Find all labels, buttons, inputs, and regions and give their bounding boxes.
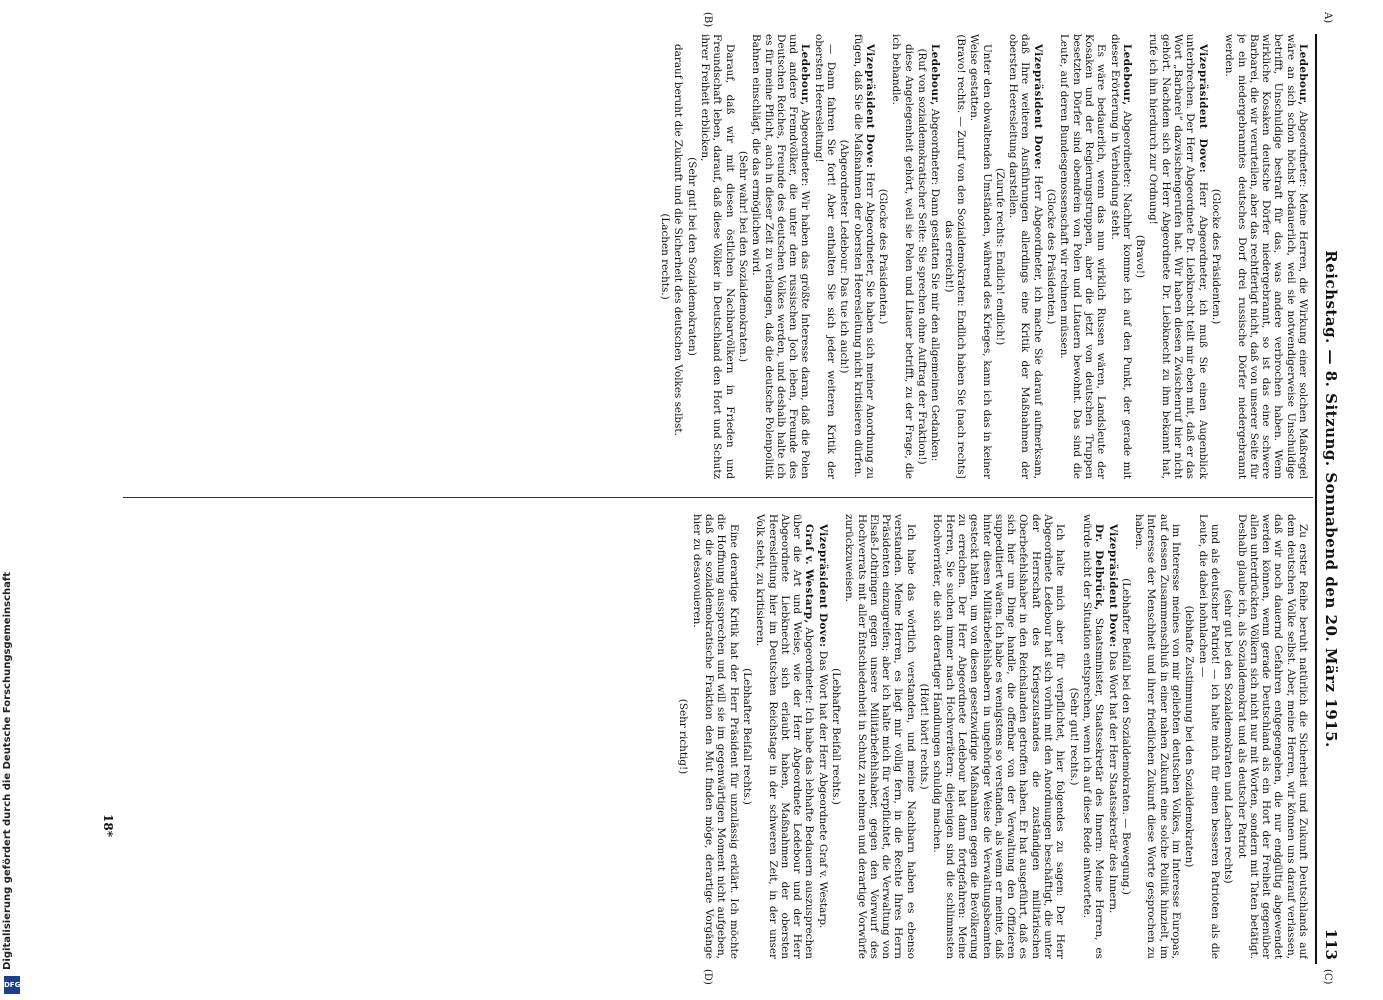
paragraph — [1223, 34, 1309, 479]
paragraph — [812, 34, 837, 479]
interjection: (Ruf von sozialdemokratischer Seite: Sie sprechen ohne Auftrag der Fraktion!) — [916, 48, 929, 465]
paragraph-text: Herr Abgeordneter, ich muß Sie einen Augenblick unterbrechen. Der Herr Abgeordnete Dr. Liebknecht teilt mir eben mit, daß er das Wort „Barbarei“ dazwischengerufen hat. Wir haben diesen Zwischenruf hier nicht gehört. Nachdem sich der Herr Abgeordnete Dr. Liebknecht zu ihm bekannt hat, rufe ich ihn hierdurch zur Ordnung! — [1147, 34, 1209, 479]
speaker-name: Graf v. Westarp, — [803, 524, 816, 624]
interjection: (Abgeordneter Ledebour: Das tue ich auch!) — [838, 139, 851, 374]
paragraph — [890, 34, 915, 479]
interjection: (Lebhafter Beifall rechts.) — [830, 668, 843, 805]
footer-number: 18* — [101, 814, 115, 837]
interjection: (Sehr gut! bei den Sozialdemokraten) — [685, 157, 698, 356]
paragraph-text: Abgeordneter: Meine Herren, die Wirkung einer solchen Maßregel wäre an sich schon höchst bedauerlich, weil sie notwendigerweise Unschuldige betrifft, Unschuldige bestraft für das, was andere verbrochen haben. Wenn wirkliche Kosaken deutsche Dörfer niedergebrannt, so ist das eine schwere Barbarei, die wir verurteilen, aber das rechtfertigt nicht, daß von unserer Seite für je ein niedergebranntes deutsches Dorf drei russische Dörfer niedergebrannt werden. — [1223, 34, 1309, 479]
paragraph — [754, 514, 815, 959]
interjection: (Glocke des Präsidenten.) — [1209, 188, 1222, 325]
paragraph — [843, 514, 917, 959]
speaker-name: Ledebour, — [1120, 44, 1133, 106]
interjection: (sehr gut bei den Sozialdemokraten und Lachen rechts) — [1222, 589, 1235, 884]
paragraph-text: im Interesse meines von mir geliebten deutschen Volkes, im Interesse Europas, auf dessen Zusammenschluß in einer nahen Zukunft eine solche Politik hinzielt, im Interesse der Menschheit und ihrer friedlichen Zukunft diese Worte gesprochen zu haben. — [1133, 514, 1183, 959]
paragraph-text: Herr Abgeordneter, ich mache Sie darauf aufmerksam, daß Ihre weiteren Ausführungen allerdings eine Kritik der Maßnahmen der obersten Heeresleitung darstellen. — [1007, 34, 1044, 479]
paragraph-text: Unter den obwaltenden Umständen, während des Krieges, kann ich das in keiner Weise gestatten. — [968, 34, 993, 479]
interjection: (Lachen rechts.) — [659, 213, 672, 300]
paragraph-text: Zu erster Reihe beruht natürlich die Sicherheit und Zukunft Deutschlands auf dem deutschen Volke selbst. Aber, meine Herren, wir können uns darauf verlassen, daß wir noch dauernd Gefahren entgegengehen, die nur endgültig abgewendet werden können, wenn gerade Deutschland als ein Hort der Freiheit gegenüber allen unterdrückten Völkern sich nicht nur mit Worten, sondern mit Taten betätigt. Deshalb glaube ich, als Sozialdemokrat und als deutscher Patriot — [1235, 514, 1309, 959]
interjection: (Bravo!) — [1134, 234, 1147, 279]
interjection: (Sehr richtig!) — [677, 698, 690, 775]
paragraph — [1147, 34, 1208, 479]
interjection: (Bravo! rechts. — Zuruf von den Sozialdemokraten: Endlich haben Sie [nach rechts] das erreicht!) — [942, 34, 967, 479]
speaker-name: Vizepräsident Dove: — [1196, 44, 1209, 173]
paragraph-text: diese Angelegenheit gehört, weil sie Polen und Litauer betrifft, zu der Frage, die ich behandle. — [890, 34, 915, 479]
paragraph-text: Abgeordneter: Dann gestatten Sie mir den allgemeinen Gedanken: — [929, 108, 942, 462]
paragraph-text: Staatsminister, Staatssekretär des Innern: Meine Herren, es würde nicht der Situation entsprechen, wenn ich auf diese Rede antwortete. — [1080, 514, 1106, 959]
right-column — [129, 514, 1309, 959]
digitization-sidebar — [0, 0, 26, 1000]
speaker-name: Vizepräsident Dove: — [863, 44, 876, 169]
paragraph-text: Ich habe das wörtlich verstanden, und meine Nachbarn haben es ebenso verstanden. Meine Herren, es liegt mir völlig fern, in die Rechte Ihres Herrn Präsidenten einzugreifen; aber ich halte mich für verpflichtet, die Verwaltung von Elsaß-Lothringen gegen unsere Militärbefehlshaber, gegen den Vorwurf des Hochverrats mit aller Entschiedenheit in Schutz zu nehmen und derartige Vorwürfe zurückzuweisen. — [843, 514, 917, 959]
paragraph — [672, 34, 684, 479]
paragraph — [1235, 514, 1309, 959]
paragraph — [690, 514, 739, 959]
interjection: (Sehr gut! rechts.) — [1067, 687, 1080, 786]
interjection: (Hört! hört! rechts.) — [918, 683, 931, 790]
column-divider — [123, 497, 1313, 498]
page-header-title: Reichstag. — 8. Sitzung. Sonnabend den 20. März 1915. — [1322, 250, 1340, 748]
margin-mark-a: A) — [1322, 12, 1333, 24]
speaker-name: Dr. Delbrück, — [1093, 524, 1106, 611]
speaker-name: Ledebour, — [1297, 44, 1309, 106]
paragraph-text: Herr Abgeordneter, Sie haben sich meiner Anordnung zu fügen, daß Sie die Maßnahmen der obersten Heeresleitung nicht kritisieren dürfen. — [851, 34, 876, 479]
interjection: (Glocke des Präsidenten.) — [877, 188, 890, 325]
paragraph — [699, 34, 736, 479]
speaker-name: Ledebour, — [929, 44, 942, 106]
paragraph — [851, 34, 876, 479]
interjection: (Glocke des Präsidenten.) — [1045, 188, 1058, 325]
paragraph — [929, 34, 941, 479]
paragraph-text: darauf beruht die Zukunft und die Sicherheit des deutschen Volkes selbst. — [672, 44, 685, 436]
page-number: 113 — [1322, 928, 1340, 960]
paragraph — [931, 514, 1066, 959]
paragraph — [1081, 514, 1106, 959]
paragraph — [1196, 514, 1221, 959]
interjection: (Zurufe rechts: Endlich! endlich!) — [993, 167, 1006, 346]
paragraph-text: Das Wort hat der Herr Staatssekretär des Innern. — [1106, 650, 1119, 914]
interjection: (Lebhafter Beifall bei den Sozialdemokraten. — Bewegung.) — [1119, 578, 1132, 895]
paragraph — [1108, 34, 1133, 479]
paragraph — [1106, 514, 1118, 959]
margin-mark-b: (B) — [702, 12, 713, 28]
paragraph-text: — Dann fahren Sie fort! Aber enthalten Sie sich jeder weiteren Kritik der obersten Heeresleitung! — [812, 34, 838, 479]
page-header — [1315, 34, 1343, 964]
margin-mark-c: (C) — [1322, 969, 1333, 985]
paragraph — [1007, 34, 1044, 479]
dfg-logo: DFG — [4, 976, 20, 994]
paragraph-text: Darauf, daß wir mit diesen östlichen Nachbarvölkern in Frieden und Freundschaft leben, darauf, daß diese Völker in Deutschland den Hort und Schutz ihrer Freiheit erblicken, — [699, 34, 736, 479]
speaker-name: Vizepräsident Dove: — [1106, 524, 1119, 648]
paragraph-text: Abgeordneter: Wir haben das größte Interesse daran, daß die Polen und andere Fremdvölker, die unter dem russischen Joch leben, Freunde des Deutschen Reiches, Freunde des deutschen Volkes werden, und deshalb halte ich es für meine Pflicht, auch in dieser Zeit zu verlangen, daß die deutsche Polenpolitik Bahnen einschlägt, die das ermöglichen wird. — [750, 34, 812, 479]
paragraph — [816, 514, 828, 959]
interjection: (lebhafte Zustimmung bei den Sozialdemokraten) — [1183, 605, 1196, 868]
paragraph-text: Ich halte mich aber für verpflichtet, hier folgendes zu sagen: Der Herr Abgeordnete Ledebour hat sich vorhin mit den Anordnungen beschäftigt, die unter der Herrschaft des Kriegszustandes die zuständigen militärischen Oberbefehlshaber in den Reichslanden getroffen haben. Er hat ausgeführt, daß es sich hier um Dinge handle, die offenbar von der Verwaltung den Offizieren suppeditiert wären. Ich habe es wenigstens so verstanden, als wenn er meinte, daß hinter diesen Militärbefehlshabern in ungehöriger Weise die Verwaltungsbeamten gesteckt hätten, um von diesen gesetzwidrige Maßnahmen gegen die Bevölkerung zu erreichen. Der Herr Abgeordnete Ledebour hat dann fortgefahren: Meine Herren, Sie suchen immer nach Hochverrätern; diejenigen sind die schlimmsten Hochverräter, die sich derartiger Handlungen schuldig machen. — [931, 514, 1067, 959]
paragraph-text: Das Wort hat der Herr Abgeordnete Graf v. Westarp. — [816, 650, 829, 929]
paragraph-text: und als deutscher Patriot! — ich halte mich für einen besseren Patrioten als die Leute, die dabei hohnlachen — — [1196, 514, 1221, 959]
speaker-name: Vizepräsident Dove: — [816, 524, 829, 648]
paragraph — [968, 34, 993, 479]
margin-mark-d: (D) — [702, 969, 713, 985]
speaker-name: Ledebour, — [799, 44, 812, 106]
paragraph-text: Es wäre bedauerlich, wenn das nun wirklich Russen wären, Landsleute der Kosaken und der Regierungstruppen, aber die jetzt von deutschen Truppen besetzten Dörfer sind obendrein von Polen und Litauern bewohnt. Das sind die Leute, auf deren Bundesgenossenschaft wir rechnen müssen. — [1058, 34, 1108, 479]
paragraph — [750, 34, 811, 479]
paragraph-text: Abgeordneter: Nachher komme ich auf den Punkt, der gerade mit dieser Erörterung in Verbindung steht. — [1108, 34, 1133, 479]
sidebar-credit: Digitalisierung gefördert durch die Deutsche Forschungsgemeinschaft — [2, 572, 13, 970]
left-column — [129, 34, 1309, 479]
speaker-name: Vizepräsident Dove: — [1031, 44, 1044, 170]
interjection: (Lebhafter Beifall rechts.) — [740, 668, 753, 805]
paragraph-text: Abgeordneter: Ich habe das lebhafte Bedauern auszusprechen über die Art und Weise, wie der Herr Abgeordnete Ledebour und der Herr Abgeordnete Liebknecht sich erlaubt haben, Maßnahmen der obersten Heeresleitung hier im Deutschen Reichstage in der schweren Zeit, in der unser Volk steht, zu kritisieren. — [754, 514, 816, 959]
interjection: (Sehr wahr! bei den Sozialdemokraten.) — [736, 150, 749, 363]
paragraph-text: Eine derartige Kritik hat der Herr Präsident für unzulässig erklärt. Ich möchte die Hoffnung aussprechen und will sie im gegenwärtigen Moment nicht aufgeben, daß die sozialdemokratische Fraktion den Mut finden möge, derartige Vorgänge hier zu desavouieren. — [690, 514, 740, 959]
paragraph — [1133, 514, 1182, 959]
paragraph — [1058, 34, 1107, 479]
